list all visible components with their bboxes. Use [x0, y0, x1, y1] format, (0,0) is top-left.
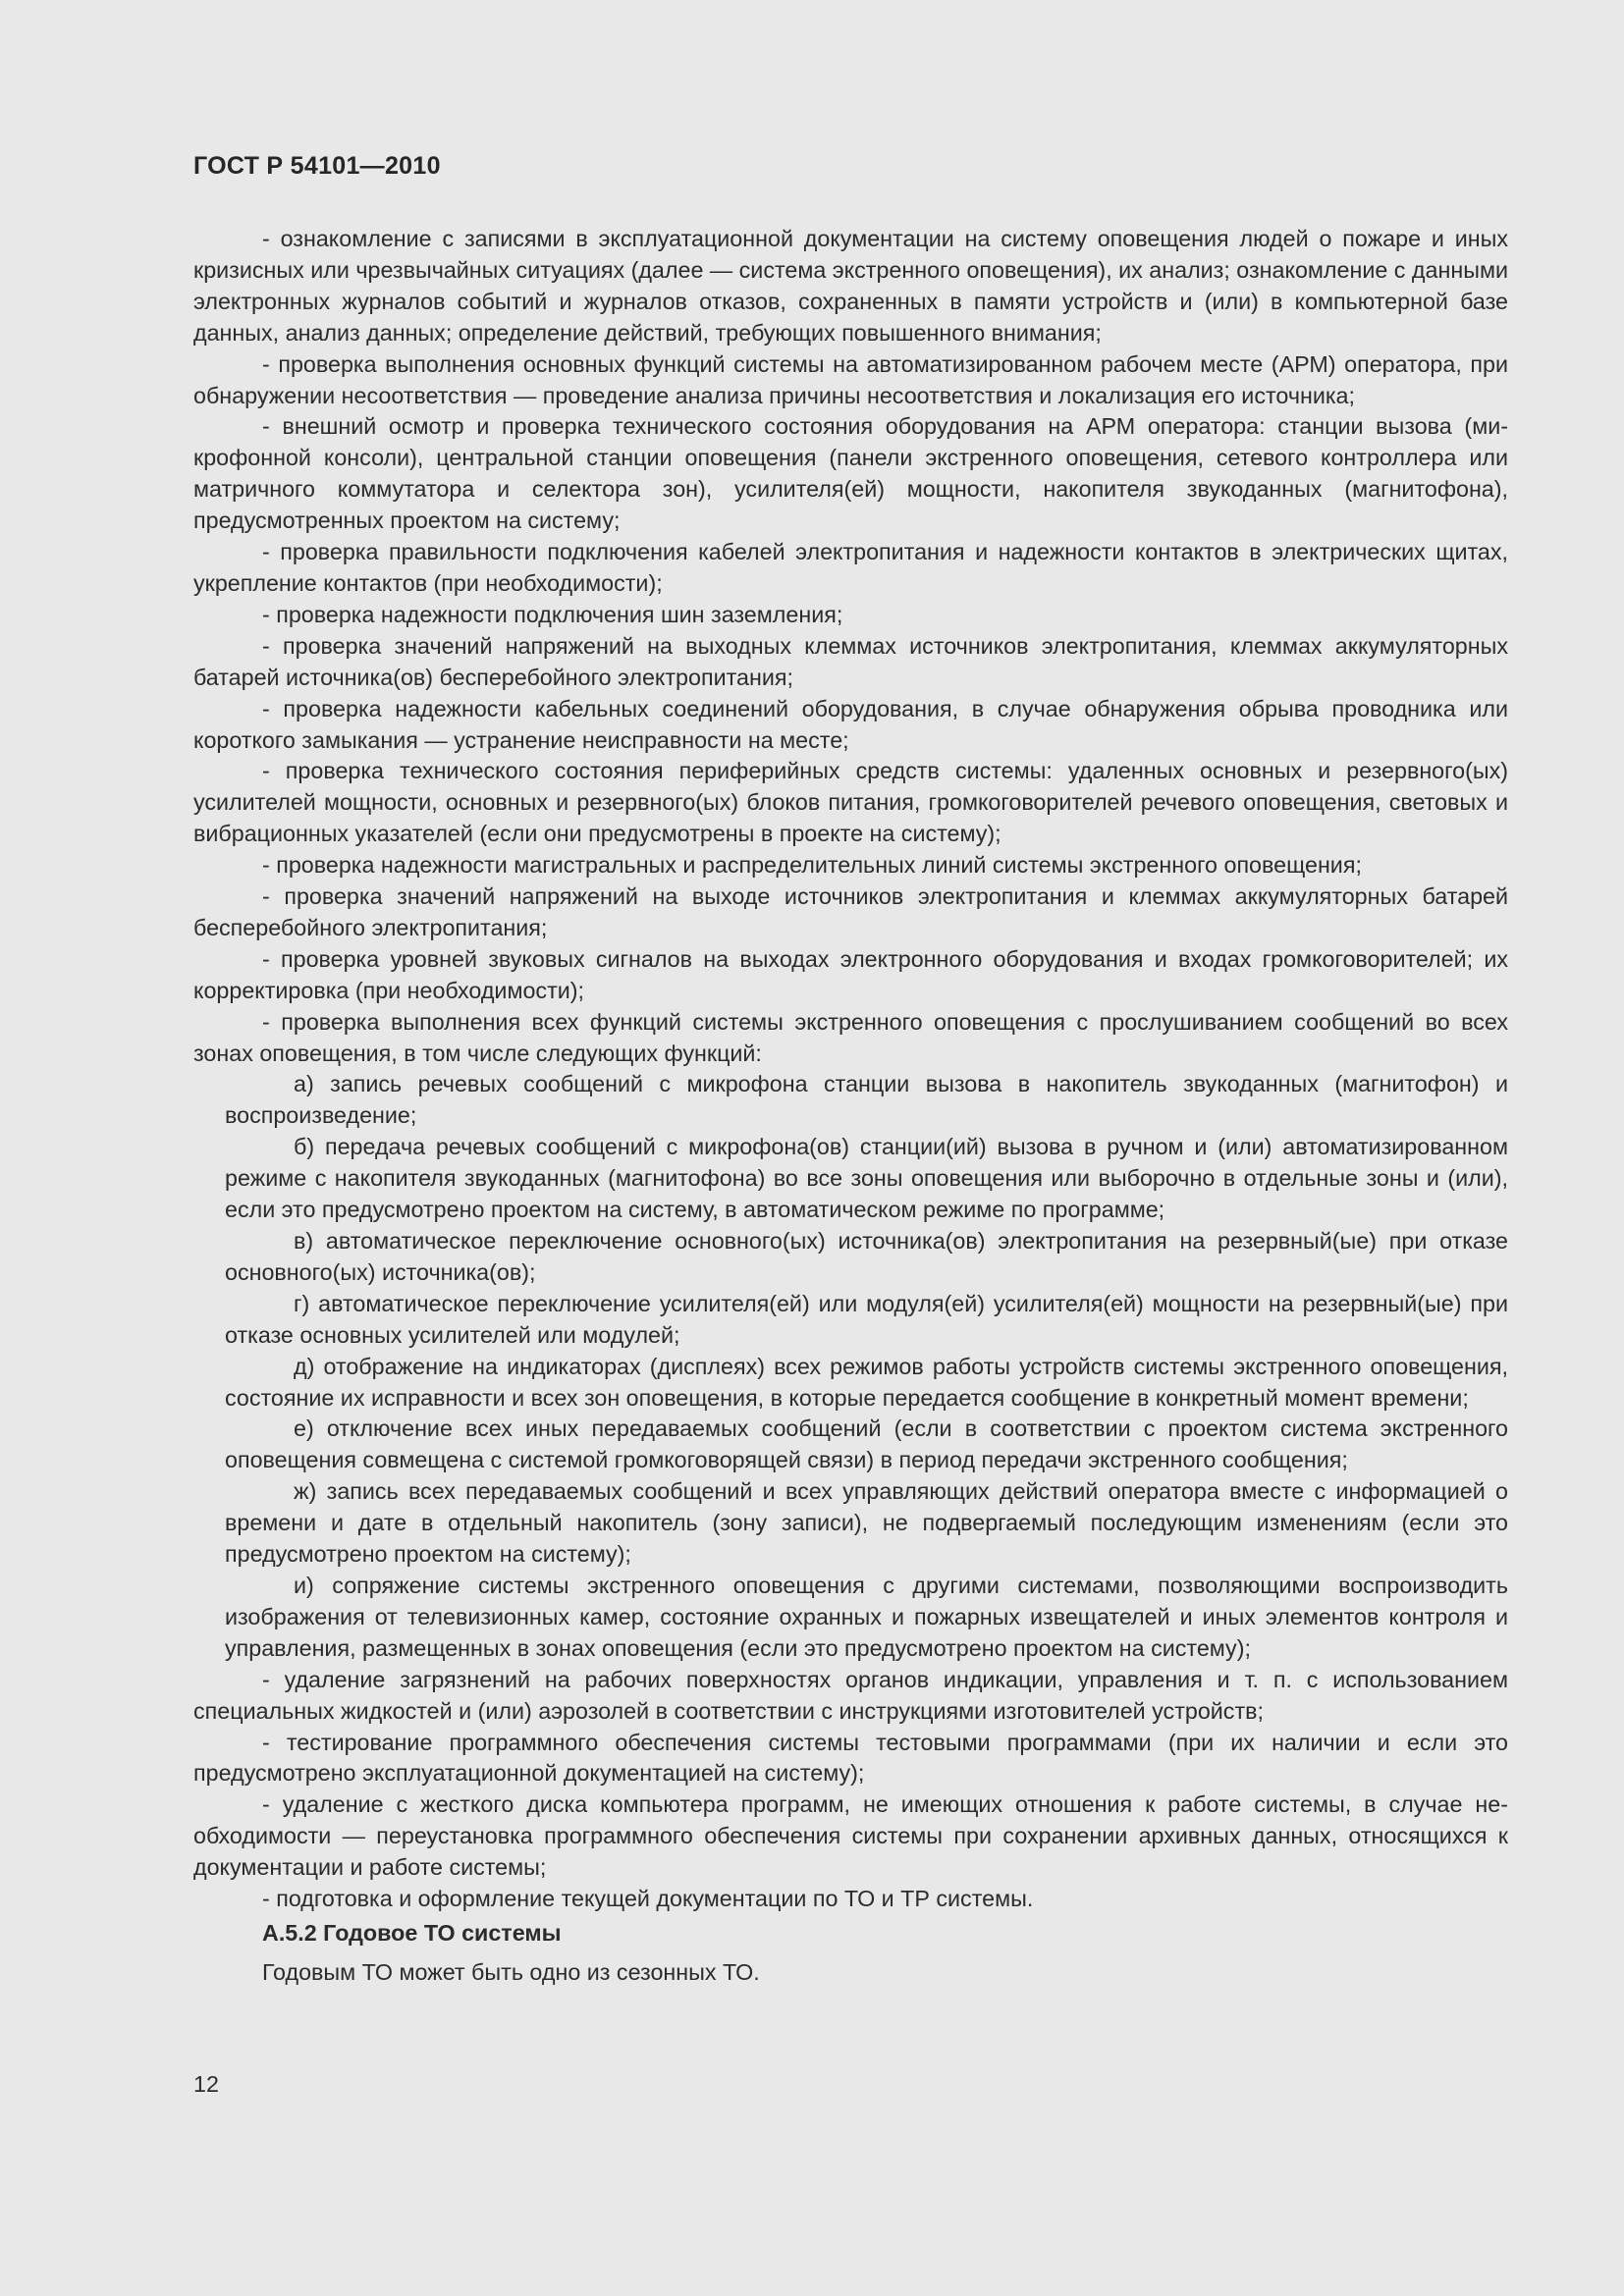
- function-sub-item: д) отображение на индикаторах (дисплеях) всех режимов работы устройств системы экстренного оповещения, состояние их исправности и всех зон оповещения, в которые передается сообщение в конкретный момент времени;: [225, 1353, 1508, 1411]
- function-sub-item: е) отключение всех иных передаваемых сообщений (если в соответствии с проектом система экстренного оповещения совмещена с системой громкоговорящей связи) в период передачи экстренного сообщения;: [225, 1415, 1508, 1473]
- list-item: - проверка значений напряжений на выходных клеммах источников электропитания, клеммах аккумуляторных батарей источника(ов) бесперебойного электропитания;: [193, 632, 1508, 690]
- list-item: - внешний осмотр и проверка технического состояния оборудования на АРМ оператора: станции вызова (микрофонной консоли), центральной станции оповещения (панели экстренного оповещения, сетевого контроллера или матричного коммутатора и селектора зон), усилителя(ей) мощности, накопителя звукоданных (магнитофона), предусмотренных проектом на систему;: [193, 413, 1508, 534]
- list-item: - ознакомление с записями в эксплуатационной документации на систему оповещения людей о пожаре и иных кризисных или чрезвычайных ситуациях (далее — система экстренного оповещения), их анализ; ознакомление с данными электронных журналов событий и журналов отказов, сохраненных в памяти устройств и (или) в компьютерной базе данных, анализ данных; определение действий, требующих повышенного внимания;: [193, 226, 1508, 346]
- list-item: - удаление с жесткого диска компьютера программ, не имеющих отношения к работе системы, в случае необходимости — переустановка программного обеспечения системы при сохранении архивных данных, относящихся к документации и работе системы;: [193, 1791, 1508, 1881]
- list-item: - подготовка и оформление текущей документации по ТО и ТР системы.: [262, 1886, 1034, 1912]
- list-item: - проверка выполнения всех функций системы экстренного оповещения с прослушиванием сообщений во всех зонах оповещения, в том числе следующих функций:: [193, 1008, 1508, 1066]
- list-item: - проверка выполнения основных функций системы на автоматизированном рабочем месте (АРМ) оператора, при обнаружении несоответствия — проведение анализа причины несоответствия и локализация его источника;: [193, 350, 1508, 408]
- list-item: - удаление загрязнений на рабочих поверхностях органов индикации, управления и т. п. с использованием специальных жидкостей и (или) аэрозолей в соответствии с инструкциями изготовителей устройств;: [193, 1666, 1508, 1724]
- list-item: - тестирование программного обеспечения системы тестовыми программами (при их наличии и если это предусмотрено эксплуатационной документацией на систему);: [193, 1729, 1508, 1787]
- list-item: - проверка технического состояния периферийных средств системы: удаленных основных и резервного(ых) усилителей мощности, основных и резервного(ых) блоков питания, громкоговорителей речевого оповещения, световых и вибрационных указателей (если они предусмотрены в проекте на систему);: [193, 758, 1508, 847]
- section-heading: А.5.2 Годовое ТО системы: [262, 1919, 562, 1946]
- list-item: - проверка значений напряжений на выходе источников электропитания и клеммах аккумуляторных батарей бесперебойного электропитания;: [193, 883, 1508, 940]
- standard-header: ГОСТ Р 54101—2010: [193, 152, 441, 180]
- page-number: 12: [193, 2071, 219, 2097]
- function-sub-item: а) запись речевых сообщений с микрофона станции вызова в накопитель звукоданных (магнитофон) и воспроизведение;: [225, 1071, 1508, 1129]
- section-text: Годовым ТО может быть одно из сезонных ТО.: [262, 1958, 760, 1985]
- list-item: - проверка надежности подключения шин заземления;: [262, 601, 843, 627]
- function-sub-item: г) автоматическое переключение усилителя(ей) или модуля(ей) усилителя(ей) мощности на резервный(ые) при отказе основных усилителей или модулей;: [225, 1290, 1508, 1348]
- list-item: - проверка правильности подключения кабелей электропитания и надежности контактов в электрических щитах, укрепление контактов (при необходимости);: [193, 539, 1508, 596]
- document-body: [193, 224, 1508, 1989]
- list-item: - проверка надежности магистральных и распределительных линий системы экстренного оповещения;: [262, 852, 1362, 879]
- list-item: - проверка надежности кабельных соединений оборудования, в случае обнаружения обрыва проводника или короткого замыкания — устранение неисправности на месте;: [193, 695, 1508, 753]
- function-sub-item: б) передача речевых сообщений с микрофона(ов) станции(ий) вызова в ручном и (или) автоматизированном режиме с накопителя звукоданных (магнитофона) во все зоны оповещения или выборочно в отдельные зоны и (или), если это предусмотрено проектом на систему, в автоматическом режиме по программе;: [225, 1134, 1508, 1223]
- function-sub-item: и) сопряжение системы экстренного оповещения с другими системами, позволяющими воспроизводить изображения от телевизионных камер, состояние охранных и пожарных извещателей и иных элементов контроля и управления, размещенных в зонах оповещения (если это предусмотрено проектом на систему);: [225, 1572, 1508, 1661]
- list-item: - проверка уровней звуковых сигналов на выходах электронного оборудования и входах громкоговорителей; их корректировка (при необходимости);: [193, 945, 1508, 1003]
- function-sub-item: ж) запись всех передаваемых сообщений и всех управляющих действий оператора вместе с информацией о времени и дате в отдельный накопитель (зону записи), не подвергаемый последующим изменениям (если это предусмотрено проектом на систему);: [225, 1478, 1508, 1568]
- function-sub-item: в) автоматическое переключение основного(ых) источника(ов) электропитания на резервный(ые) при отказе основного(ых) источника(ов);: [225, 1228, 1508, 1285]
